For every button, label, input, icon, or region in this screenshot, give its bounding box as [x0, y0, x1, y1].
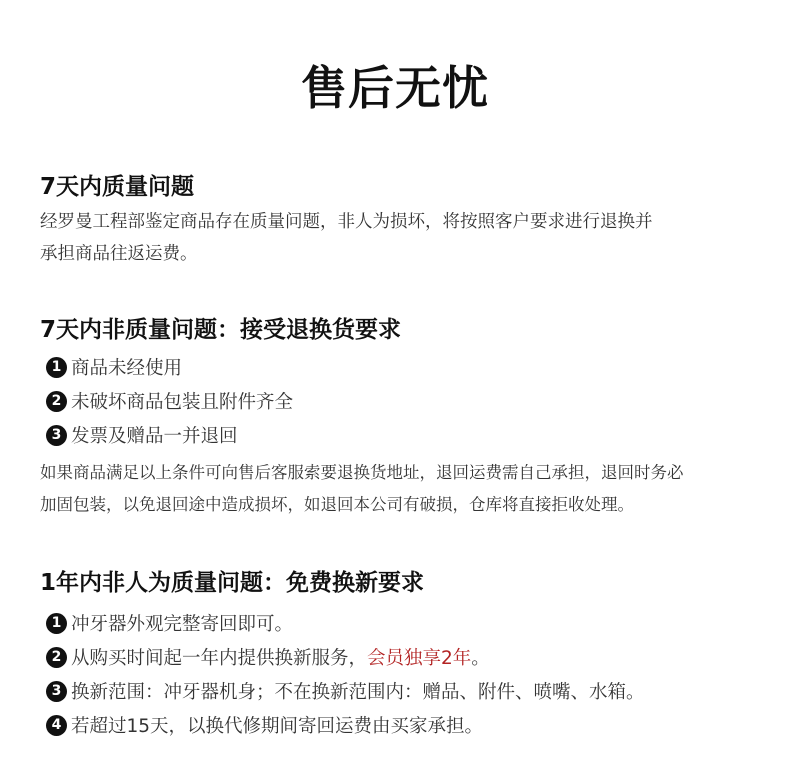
section2-item-1: [46, 354, 182, 380]
section2-item-3: [46, 422, 238, 448]
number-4-icon: 4: [46, 715, 67, 736]
item-text-end: 。: [471, 648, 490, 669]
section3-item-3: [46, 678, 645, 704]
section3-item-1: [46, 610, 293, 636]
number-1-icon: 1: [46, 613, 67, 634]
number-1-icon: 1: [46, 357, 67, 378]
section2-item-2: [46, 388, 293, 414]
member-highlight: 会员独享2年: [367, 648, 472, 669]
item-text: 从购买时间起一年内提供换新服务，: [71, 648, 368, 669]
section3-item-4: [46, 712, 483, 738]
number-2-icon: 2: [46, 647, 67, 668]
section2-heading: 7天内非质量问题：接受退换货要求: [40, 317, 402, 343]
number-3-icon: 3: [46, 425, 67, 446]
item-text: 冲牙器外观完整寄回即可。: [71, 614, 294, 635]
item-text: 未破坏商品包装且附件齐全: [71, 392, 294, 413]
section1-text: [40, 206, 760, 270]
item-text: 发票及赠品一并退回: [71, 426, 238, 447]
page-title: 售后无忧: [301, 61, 489, 115]
section3-item-2: [46, 644, 490, 670]
number-3-icon: 3: [46, 681, 67, 702]
section2-note-line2: 加固包装，以免退回途中造成损坏，如退回本公司有破损，仓库将直接拒收处理。: [40, 495, 634, 514]
number-2-icon: 2: [46, 391, 67, 412]
section1-heading: 7天内质量问题: [40, 174, 195, 200]
item-text: 商品未经使用: [71, 358, 183, 379]
section3-heading: 1年内非人为质量问题：免费换新要求: [40, 570, 425, 596]
section1-text-line1: 经罗曼工程部鉴定商品存在质量问题，非人为损坏，将按照客户要求进行退换并: [40, 212, 653, 232]
section1-text-line2: 承担商品往返运费。: [40, 244, 198, 264]
item-text: 换新范围：冲牙器机身；不在换新范围内：赠品、附件、喷嘴、水箱。: [71, 682, 645, 703]
section2-note: [40, 457, 760, 521]
section2-note-line1: 如果商品满足以上条件可向售后客服索要退换货地址，退回运费需自己承担，退回时务必: [40, 463, 684, 482]
item-text: 若超过15天，以换代修期间寄回运费由买家承担。: [71, 716, 484, 737]
